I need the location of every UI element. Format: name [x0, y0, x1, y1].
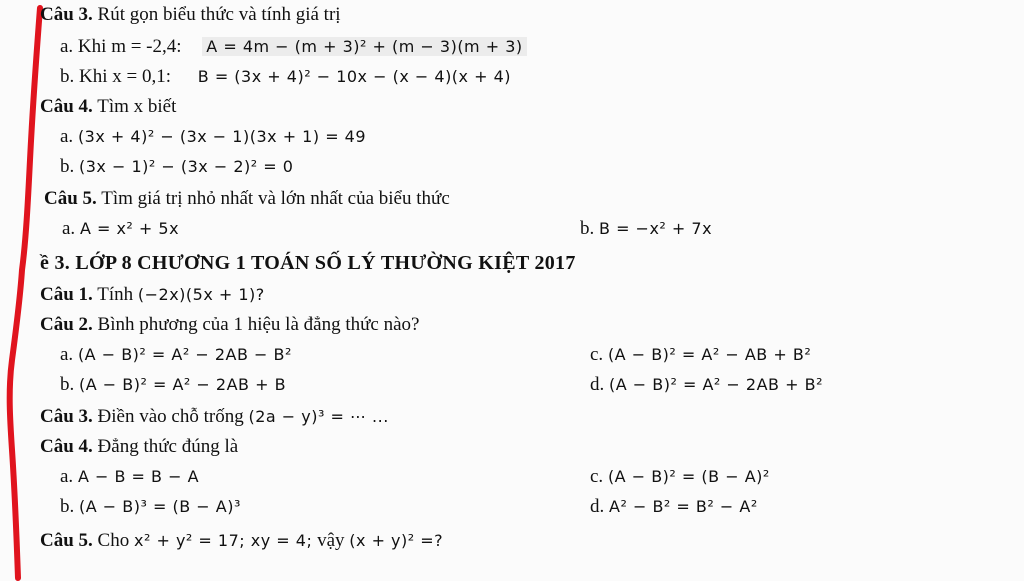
question-text: Rút gọn biểu thức và tính giá trị [97, 4, 341, 25]
question-5a: a. A = x² + 5x [62, 218, 180, 239]
question-4a: a. (3x + 4)² − (3x − 1)(3x + 1) = 49 [60, 126, 367, 147]
s2-q2-option-d: d. (A − B)² = A² − 2AB + B² [590, 374, 823, 395]
s2-q2-option-a: a. (A − B)² = A² − 2AB − B² [60, 344, 292, 365]
section-heading: ề 3. LỚP 8 CHƯƠNG 1 TOÁN SỐ LÝ THƯỜNG KIỆT 2017 [40, 252, 576, 274]
expression: (3x + 4)² − (3x − 1)(3x + 1) = 49 [77, 127, 367, 146]
question-3b: b. Khi x = 0,1: B = (3x + 4)² − 10x − (x − 4)(x + 4) [60, 66, 512, 87]
s2-question-2: Câu 2. Bình phương của 1 hiệu là đẳng thức nào? [40, 314, 420, 335]
s2-question-5: Câu 5. Cho x² + y² = 17; xy = 4; vậy (x + y)² =? [40, 530, 444, 551]
s2-q2-option-b: b. (A − B)² = A² − 2AB + B [60, 374, 287, 395]
s2-question-3: Câu 3. Điền vào chỗ trống (2a − y)³ = ⋯ ... [40, 406, 389, 427]
s2-question-1: Câu 1. Tính (−2x)(5x + 1)? [40, 284, 265, 305]
question-5b: b. B = −x² + 7x [580, 218, 713, 239]
question-3a: a. Khi m = -2,4: A = 4m − (m + 3)² + (m − 3)(m + 3) [60, 36, 527, 58]
question-label: Câu 3. [40, 4, 93, 25]
s2-q4-option-c: c. (A − B)² = (B − A)² [590, 466, 770, 487]
expression: A = 4m − (m + 3)² + (m − 3)(m + 3) [202, 37, 526, 56]
s2-question-4: Câu 4. Đẳng thức đúng là [40, 436, 239, 457]
s2-q4-option-a: a. A − B = B − A [60, 466, 200, 487]
expression: (−2x)(5x + 1)? [137, 285, 265, 304]
expression: (x + y)² =? [349, 531, 444, 550]
expression: B = −x² + 7x [599, 219, 713, 238]
question-3-title [40, 4, 341, 26]
expression: (2a − y)³ = ⋯ ... [248, 407, 389, 426]
question-5-title: Câu 5. Tìm giá trị nhỏ nhất và lớn nhất của biểu thức [44, 188, 450, 209]
expression: x² + y² = 17; xy = 4; [133, 531, 313, 550]
question-4-title: Câu 4. Tìm x biết [40, 96, 177, 117]
expression: (3x − 1)² − (3x − 2)² = 0 [79, 157, 294, 176]
s2-q4-option-b: b. (A − B)³ = (B − A)³ [60, 496, 241, 517]
s2-q4-option-d: d. A² − B² = B² − A² [590, 496, 758, 517]
question-4b: b. (3x − 1)² − (3x − 2)² = 0 [60, 156, 294, 177]
expression: A = x² + 5x [79, 219, 180, 238]
expression: B = (3x + 4)² − 10x − (x − 4)(x + 4) [197, 67, 512, 86]
s2-q2-option-c: c. (A − B)² = A² − AB + B² [590, 344, 812, 365]
